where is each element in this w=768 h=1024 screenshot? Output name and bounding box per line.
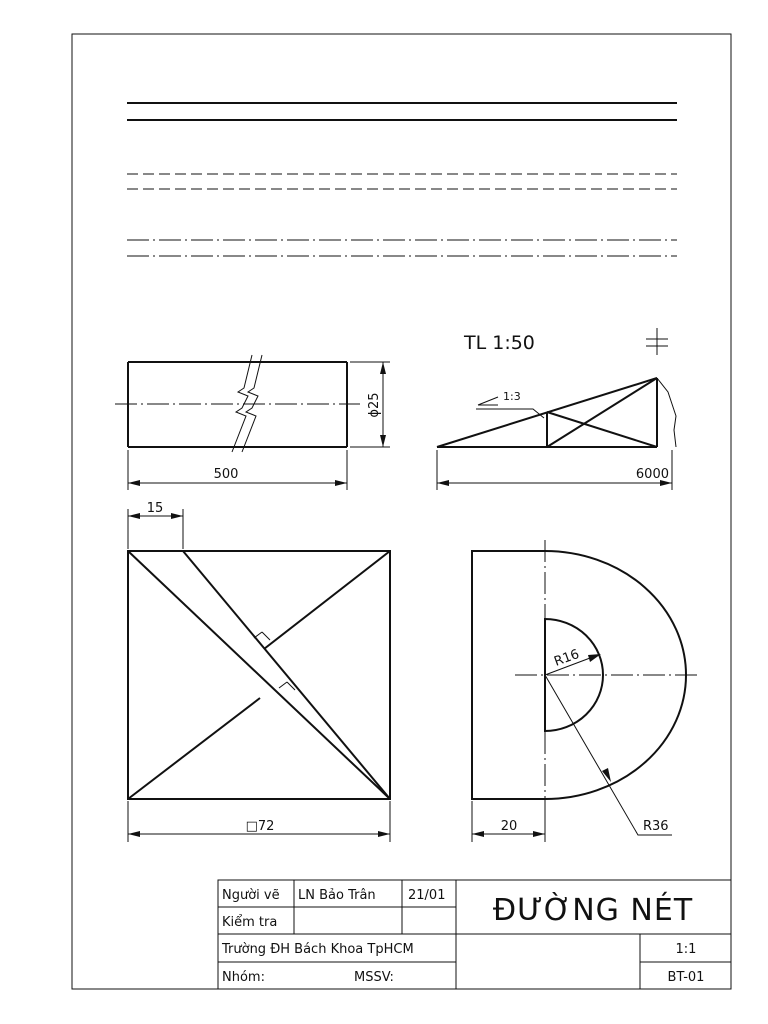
- dim-beam-length: 6000: [635, 467, 669, 482]
- dim-outer-radius: R36: [643, 819, 669, 834]
- student-id-label: MSSV:: [354, 970, 394, 985]
- drawing-title: ĐƯỜNG NÉT: [492, 893, 694, 928]
- dim-square-size: □72: [245, 819, 275, 834]
- dim-shaft-diameter: ϕ25: [367, 392, 382, 418]
- dim-d-width: 20: [500, 819, 518, 834]
- drawn-date: 21/01: [408, 888, 446, 903]
- group-label: Nhóm:: [222, 970, 265, 985]
- school-name: Trường ĐH Bách Khoa TpHCM: [222, 942, 414, 957]
- line-samples: [127, 103, 677, 256]
- drawing-scale: 1:1: [675, 942, 697, 957]
- title-block: [218, 880, 731, 989]
- dim-inner-radius: R16: [552, 646, 582, 670]
- dim-offset: 15: [146, 501, 164, 516]
- square-view: [128, 501, 390, 842]
- truss-break-line: [657, 378, 676, 447]
- sheet-code: BT-01: [667, 970, 705, 985]
- scale-label: TL 1:50: [464, 332, 535, 354]
- sheet-border: [72, 34, 731, 989]
- drawn-by-label: Người vẽ: [222, 888, 280, 903]
- shaft-view: [115, 355, 390, 490]
- d-shape-view: [472, 540, 700, 842]
- drawn-by-name: LN Bảo Trân: [298, 888, 376, 903]
- dim-shaft-length: 500: [213, 467, 239, 482]
- taper-ratio: 1:3: [503, 390, 521, 403]
- checked-label: Kiểm tra: [222, 915, 278, 930]
